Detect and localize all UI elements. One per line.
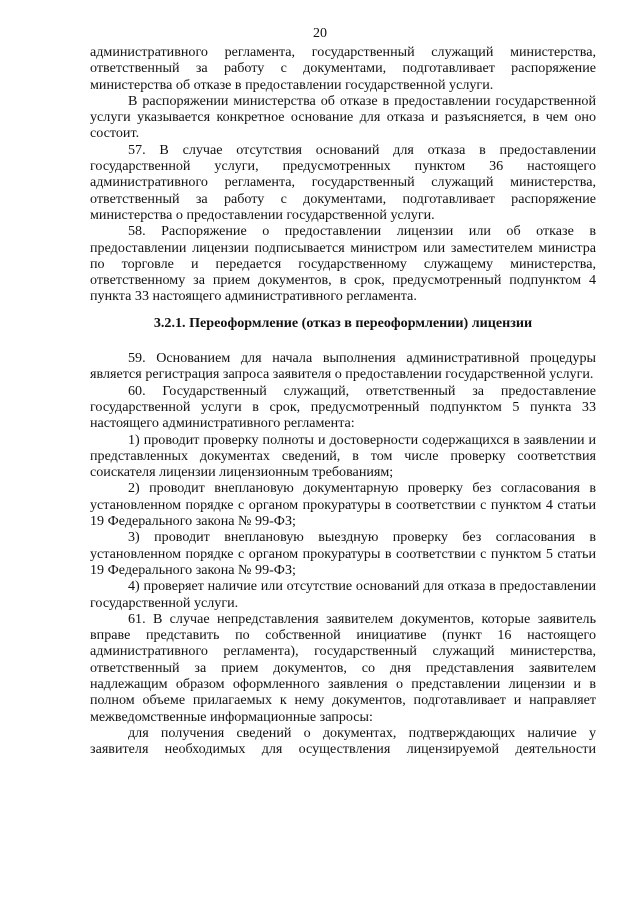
list-item-3: 3) проводит внеплановую выездную проверку без согласования в установленном порядке с органом прокуратуры в соответствии с пунктом 5 статьи 19 Федерального закона № 99-ФЗ; [90, 529, 596, 578]
list-item-4: 4) проверяет наличие или отсутствие оснований для отказа в предоставлении государственной услуги. [90, 578, 596, 611]
document-body [90, 44, 596, 757]
list-item-2: 2) проводит внеплановую документарную проверку без согласования в установленном порядке с органом прокуратуры в соответствии с пунктом 4 статьи 19 Федерального закона № 99-ФЗ; [90, 480, 596, 530]
paragraph-refusal-grounds: В распоряжении министерства об отказе в предоставлении государственной услуги указывается конкретное основание для отказа и разъясняется, в чем оно состоит. [90, 92, 596, 142]
paragraph-61: 61. В случае непредставления заявителем документов, которые заявитель вправе представить по собственной инициативе (пункт 16 настоящего административного регламента), государственный служащий министерства, ответственный за прием документов, со дня представления заявителем надлежащим образом оформленного заявления о представлении лицензии и в полном объеме прилагаемых к нему документов, подготавливает и направляет межведомственные информационные запросы: [90, 610, 596, 725]
paragraph-59: 59. Основанием для начала выполнения административной процедуры является регистрация запроса заявителя о предоставлении государственной услуги. [90, 350, 596, 383]
page-number: 20 [313, 26, 327, 41]
paragraph-60: 60. Государственный служащий, ответственный за предоставление государственной услуги в срок, предусмотренный подпунктом 5 пункта 33 настоящего административного регламента: [90, 382, 596, 432]
list-item-1: 1) проводит проверку полноты и достоверности содержащихся в заявлении и представленных документах сведений, в том числе проверку соответствия соискателя лицензии лицензионным требованиям; [90, 431, 596, 481]
paragraph-continuation: административного регламента, государственный служащий министерства, ответственный за работу с документами, подготавливает распоряжение министерства об отказе в предоставлении государственной услуги. [90, 44, 596, 93]
section-heading: 3.2.1. Переоформление (отказ в переоформлении) лицензии [153, 314, 533, 331]
paragraph-57: 57. В случае отсутствия оснований для отказа в предоставлении государственной услуги, предусмотренных пунктом 36 настоящего административного регламента, государственный служащий министерства, ответственный за работу с документами, подготавливает распоряжение министерства о предоставлении государственной услуги. [90, 141, 596, 223]
paragraph-info-requests: для получения сведений о документах, подтверждающих наличие у заявителя необходимых для осуществления лицензируемой деятельности [90, 724, 596, 758]
paragraph-58: 58. Распоряжение о предоставлении лицензии или об отказе в предоставлении лицензии подписывается министром или заместителем министра по торговле и передается государственному служащему министерства, ответственному за прием документов, в срок, предусмотренный подпунктом 4 пункта 33 настоящего административного регламента. [90, 223, 596, 305]
